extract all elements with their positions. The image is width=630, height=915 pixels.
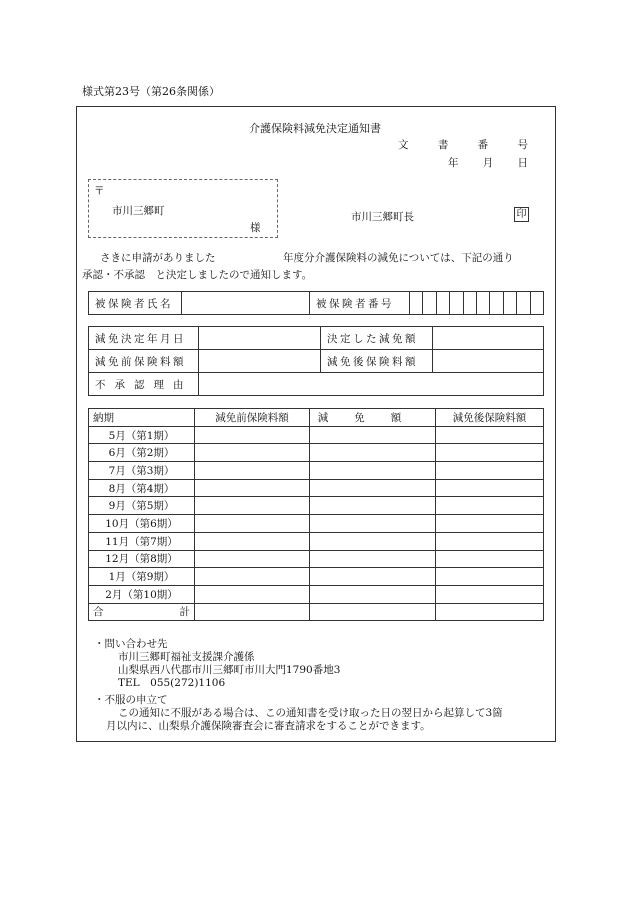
table-row [89,327,544,350]
table-row [89,292,544,315]
appeal-text-line2: 月以内に、山梨県介護保険審査会に審査請求をすることができます。 [106,720,431,732]
body-text-line1a: さきに申請がありました [100,252,216,264]
seal-mark: 印 [514,207,529,222]
issuer-name: 市川三郷町長 [351,211,414,223]
insured-number-field[interactable] [410,292,544,315]
total-char: 計 [179,606,190,619]
document-number-label [398,137,528,152]
rejection-reason-label: 不承認理由 [89,373,199,396]
period-cell: 2月（第10期） [89,585,195,603]
date-month: 月 [482,157,494,169]
total-reduction-cell[interactable] [310,603,436,621]
after-cell[interactable] [436,568,544,586]
table-row [89,568,544,586]
table-row [89,444,544,462]
header-period [89,409,195,427]
before-cell[interactable] [195,497,310,515]
after-premium-field[interactable] [433,350,544,373]
doc-num-char: 番 [477,139,489,151]
period-cell: 5月（第1期） [89,426,195,444]
appeal-heading: ・不服の申立て [94,694,168,706]
reduction-cell[interactable] [310,462,436,480]
after-cell[interactable] [436,444,544,462]
period-cell: 6月（第2期） [89,444,195,462]
decision-date-field[interactable] [199,327,321,350]
after-cell[interactable] [436,532,544,550]
before-cell[interactable] [195,515,310,533]
table-row [89,532,544,550]
doc-num-char: 書 [437,139,449,151]
period-cell: 12月（第8期） [89,550,195,568]
table-row [89,462,544,480]
insured-table [88,291,544,315]
header-after: 減免後保険料額 [436,409,544,427]
appeal-text-line1: この通知に不服がある場合は、この通知書を受け取った日の翌日から起算して3箇 [118,707,503,719]
contact-tel: TEL 055(272)1106 [118,677,226,689]
period-cell: 9月（第5期） [89,497,195,515]
table-row-total [89,603,544,621]
reduction-cell[interactable] [310,550,436,568]
total-before-cell[interactable] [195,603,310,621]
header-before: 減免前保険料額 [195,409,310,427]
before-cell[interactable] [195,568,310,586]
table-row [89,373,544,396]
table-row [89,426,544,444]
recipient-honorific: 様 [250,222,261,234]
reduction-cell[interactable] [310,444,436,462]
table-header-row [89,409,544,427]
table-row [89,350,544,373]
rejection-reason-field[interactable] [199,373,544,396]
reduction-cell[interactable] [310,497,436,515]
body-text-line2: 承認・不承認 と決定しましたので通知します。 [82,269,313,281]
recipient-town: 市川三郷町 [112,205,165,217]
decision-date-label: 減免決定年月日 [89,327,199,350]
before-cell[interactable] [195,550,310,568]
before-cell[interactable] [195,444,310,462]
reduction-cell[interactable] [310,532,436,550]
schedule-table [88,408,544,621]
insured-name-field[interactable] [182,292,310,315]
total-after-cell[interactable] [436,603,544,621]
table-row [89,497,544,515]
reduction-cell[interactable] [310,515,436,533]
after-cell[interactable] [436,497,544,515]
table-row [89,585,544,603]
contact-department: 市川三郷町福祉支援課介護係 [118,651,255,663]
date-day: 日 [517,157,528,169]
after-cell[interactable] [436,479,544,497]
decided-amount-field[interactable] [433,327,544,350]
reduction-cell[interactable] [310,479,436,497]
after-cell[interactable] [436,426,544,444]
reduction-cell[interactable] [310,426,436,444]
contact-heading: ・問い合わせ先 [94,638,168,650]
after-cell[interactable] [436,515,544,533]
table-row [89,479,544,497]
doc-num-char: 号 [517,139,528,151]
insured-name-label: 被保険者氏名 [89,292,182,315]
period-cell: 7月（第3期） [89,462,195,480]
total-label [89,603,195,621]
after-cell[interactable] [436,550,544,568]
table-row [89,515,544,533]
before-cell[interactable] [195,462,310,480]
form-number: 様式第23号（第26条関係） [82,85,220,98]
before-cell[interactable] [195,426,310,444]
before-cell[interactable] [195,479,310,497]
before-cell[interactable] [195,585,310,603]
date-year: 年 [448,157,459,169]
after-cell[interactable] [436,585,544,603]
table-row [89,550,544,568]
body-text-line1b: 年度分介護保険料の減免については、下記の通り [283,252,514,264]
after-premium-label: 減免後保険料額 [321,350,433,373]
after-cell[interactable] [436,462,544,480]
before-premium-label: 減免前保険料額 [89,350,199,373]
decision-table [88,326,544,396]
header-reduction: 減免額 [310,409,436,427]
contact-address: 山梨県西八代郡市川三郷町市川大門1790番地3 [118,664,341,676]
doc-num-char: 文 [398,139,409,151]
before-cell[interactable] [195,532,310,550]
period-cell: 10月（第6期） [89,515,195,533]
period-cell: 11月（第7期） [89,532,195,550]
before-premium-field[interactable] [199,350,321,373]
date-label [448,155,528,170]
period-cell: 1月（第9期） [89,568,195,586]
total-char: 合 [93,606,104,619]
insured-number-label: 被保険者番号 [310,292,410,315]
header-period-text: 納期 [93,411,114,424]
postal-mark: 〒 [94,185,105,197]
reduction-cell[interactable] [310,585,436,603]
reduction-cell[interactable] [310,568,436,586]
period-cell: 8月（第4期） [89,479,195,497]
decided-amount-label: 決定した減免額 [321,327,433,350]
document-title: 介護保険料減免決定通知書 [249,122,381,135]
